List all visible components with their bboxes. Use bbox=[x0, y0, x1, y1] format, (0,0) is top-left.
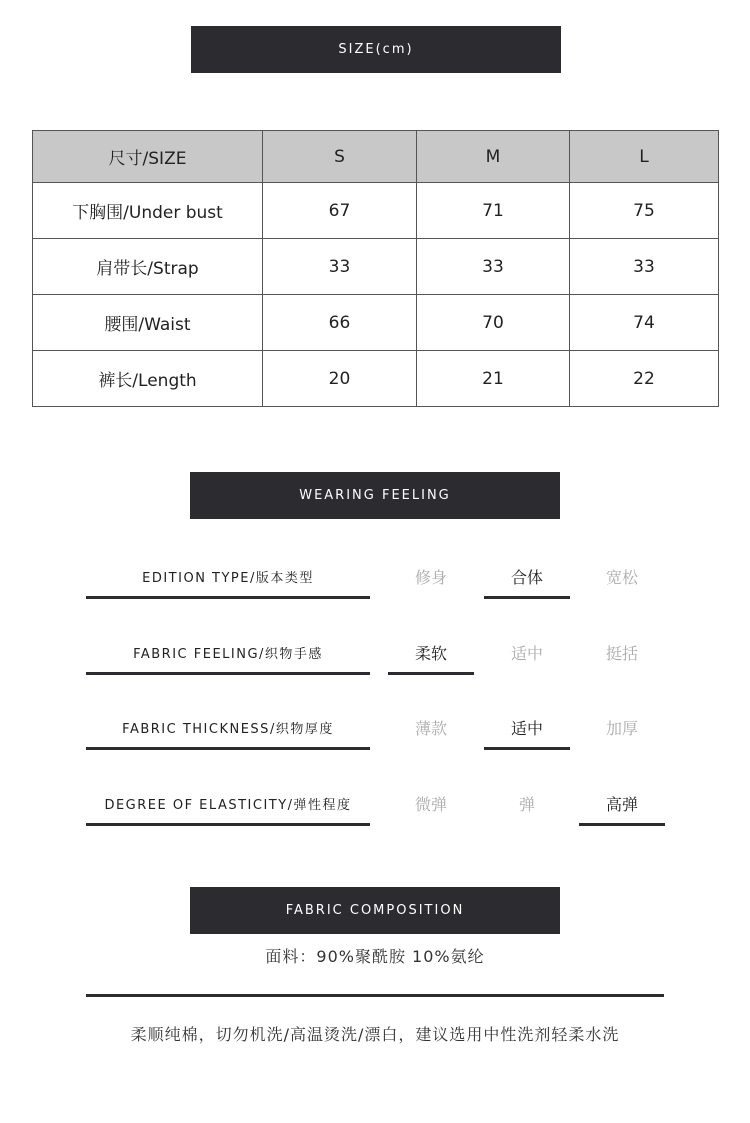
feeling-option: 适中 bbox=[484, 707, 570, 750]
wearing-feeling-banner bbox=[190, 472, 560, 519]
table-row bbox=[33, 183, 719, 239]
size-banner-title: SIZE(cm) bbox=[338, 42, 414, 57]
size-header-m: M bbox=[417, 131, 570, 183]
feeling-option: 宽松 bbox=[605, 567, 638, 587]
size-header-l: L bbox=[570, 131, 719, 183]
feeling-option: 薄款 bbox=[414, 718, 447, 738]
feeling-label: FABRIC THICKNESS/织物厚度 bbox=[86, 707, 370, 750]
feeling-row-elasticity bbox=[0, 783, 750, 833]
feeling-label: EDITION TYPE/版本类型 bbox=[86, 556, 370, 599]
feeling-option: 修身 bbox=[414, 567, 447, 587]
cell-l: 74 bbox=[570, 295, 719, 351]
cell-l: 22 bbox=[570, 351, 719, 407]
wearing-feeling-banner-title: WEARING FEELING bbox=[299, 488, 451, 503]
feeling-row-fabric-thickness bbox=[0, 707, 750, 757]
size-header-label: 尺寸/SIZE bbox=[33, 131, 263, 183]
cell-s: 33 bbox=[263, 239, 417, 295]
fabric-composition-text: 面料：90%聚酰胺 10%氨纶 bbox=[265, 947, 485, 966]
feeling-option: 挺括 bbox=[605, 643, 638, 663]
cell-l: 33 bbox=[570, 239, 719, 295]
feeling-label: FABRIC FEELING/织物手感 bbox=[86, 632, 370, 675]
table-row bbox=[33, 295, 719, 351]
cell-s: 66 bbox=[263, 295, 417, 351]
table-row bbox=[33, 239, 719, 295]
size-table bbox=[32, 130, 719, 407]
row-label: 肩带长/Strap bbox=[33, 239, 263, 295]
feeling-option: 弹 bbox=[518, 794, 535, 814]
feeling-option: 微弹 bbox=[414, 794, 447, 814]
fabric-composition-banner-title: FABRIC COMPOSITION bbox=[285, 903, 465, 918]
cell-s: 20 bbox=[263, 351, 417, 407]
feeling-option: 适中 bbox=[510, 643, 543, 663]
feeling-option: 柔软 bbox=[388, 632, 474, 675]
cell-s: 67 bbox=[263, 183, 417, 239]
table-row bbox=[33, 351, 719, 407]
care-instructions: 柔顺纯棉，切勿机洗/高温烫洗/漂白，建议选用中性洗剂轻柔水洗 bbox=[130, 1025, 620, 1044]
feeling-label: DEGREE OF ELASTICITY/弹性程度 bbox=[86, 783, 370, 826]
feeling-option: 高弹 bbox=[579, 783, 665, 826]
size-banner bbox=[191, 26, 561, 73]
fabric-composition-banner bbox=[190, 887, 560, 934]
divider bbox=[86, 994, 664, 997]
row-label: 裤长/Length bbox=[33, 351, 263, 407]
feeling-row-fabric-feeling bbox=[0, 632, 750, 682]
cell-m: 71 bbox=[417, 183, 570, 239]
feeling-option: 合体 bbox=[484, 556, 570, 599]
row-label: 下胸围/Under bust bbox=[33, 183, 263, 239]
size-table-header-row bbox=[33, 131, 719, 183]
cell-m: 21 bbox=[417, 351, 570, 407]
row-label: 腰围/Waist bbox=[33, 295, 263, 351]
cell-l: 75 bbox=[570, 183, 719, 239]
feeling-option: 加厚 bbox=[605, 718, 638, 738]
cell-m: 70 bbox=[417, 295, 570, 351]
feeling-row-edition-type bbox=[0, 556, 750, 606]
size-header-s: S bbox=[263, 131, 417, 183]
cell-m: 33 bbox=[417, 239, 570, 295]
